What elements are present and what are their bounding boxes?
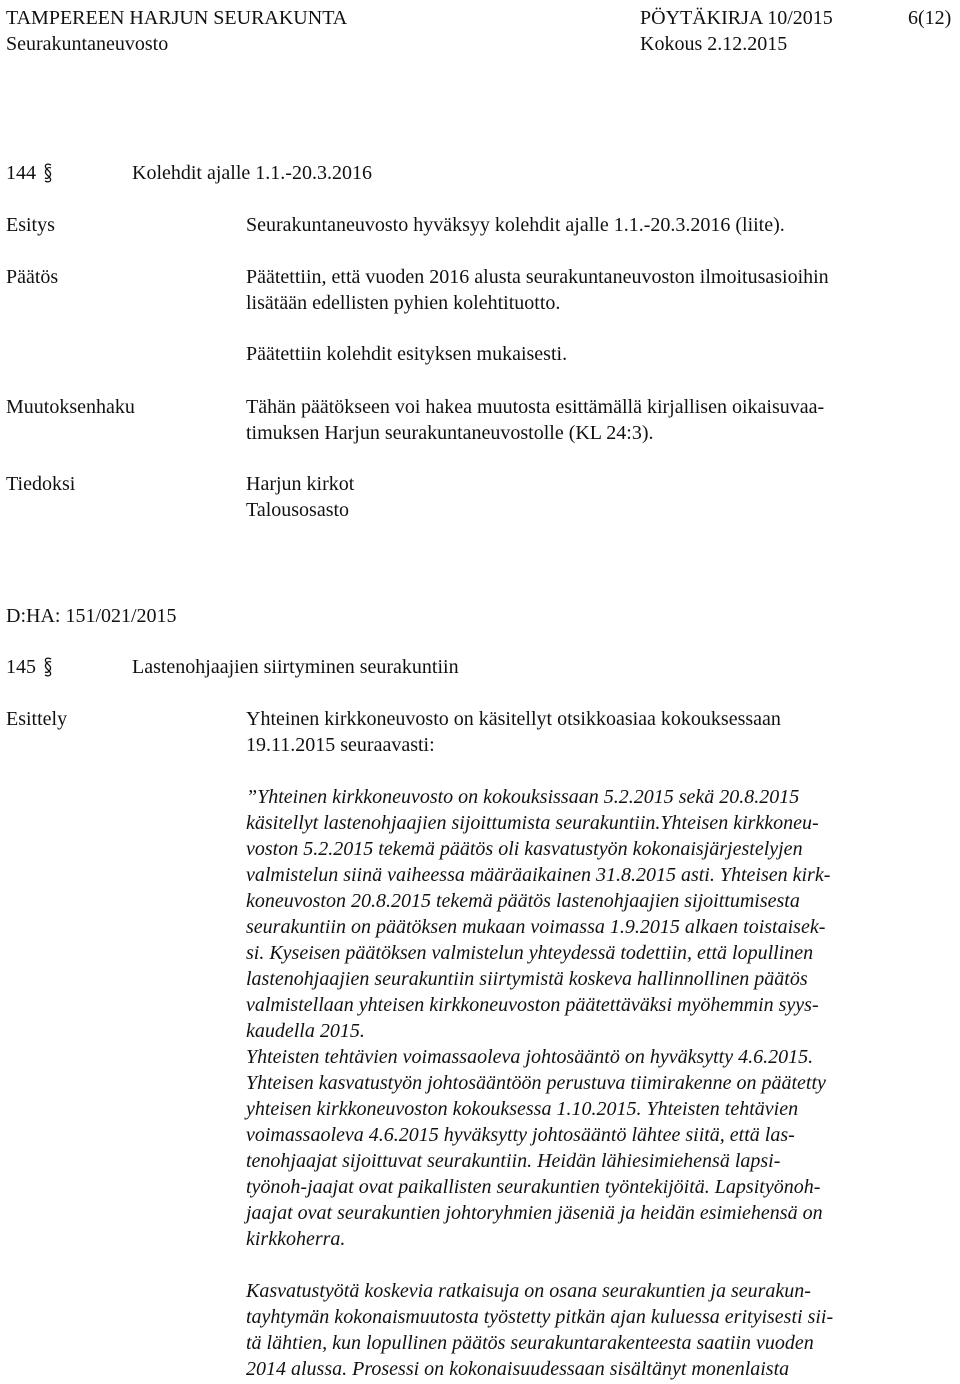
paatos-line: lisätään edellisten pyhien kolehtituotto. (246, 292, 561, 314)
quote-line: valmistellaan yhteisen kirkkoneuvoston päätettäväksi myöhemmin syys- (246, 994, 819, 1016)
label-muutoksenhaku: Muutoksenhaku (6, 396, 135, 418)
header-page-number: 6(12) (908, 7, 952, 29)
paragraph-line: Kasvatustyötä koskevia ratkaisuja on osana seurakuntien ja seurakun- (246, 1280, 811, 1302)
quote-line: lastenohjaajien seurakuntiin siirtymistä koskeva hallinnollinen päätös (246, 968, 808, 990)
section-144-heading (6, 160, 372, 186)
diary-number: D:HA: 151/021/2015 (6, 605, 177, 627)
section-number: 144 (6, 162, 36, 184)
paatos-text-2: Päätettiin kolehdit esityksen mukaisesti. (246, 343, 568, 365)
esittely-line: 19.11.2015 seuraavasti: (246, 734, 435, 756)
paragraph-line: tä lähtien, kun lopullinen päätös seurakuntarakenteesta saatiin vuoden (246, 1332, 814, 1354)
muutoksenhaku-text (246, 394, 916, 446)
quote-line: jaajat ovat seurakuntien johtoryhmien jäseniä ja heidän esimiehensä on (246, 1202, 823, 1224)
quote-line: valmistelun siinä vaiheessa määräaikainen 31.8.2015 asti. Yhteisen kirk- (246, 864, 831, 886)
paragraph-2 (246, 1278, 916, 1382)
quote-line: kirkkoherra. (246, 1228, 346, 1250)
header-document-title: PÖYTÄKIRJA 10/2015 (640, 7, 833, 29)
esittely-line: Yhteinen kirkkoneuvosto on käsitellyt otsikkoasiaa kokouksessaan (246, 708, 781, 730)
tiedoksi-recipient: Talousosasto (246, 499, 350, 521)
header-body-name: Seurakuntaneuvosto (6, 33, 169, 55)
section-number: 145 (6, 656, 36, 678)
quote-line: työnoh-jaajat ovat paikallisten seurakuntien työntekijöitä. Lapsityönoh- (246, 1176, 821, 1198)
quote-line: kaudella 2015. (246, 1020, 365, 1042)
esittely-text (246, 706, 916, 758)
section-145-heading (6, 654, 459, 680)
muutoksenhaku-line: timuksen Harjun seurakuntaneuvostolle (KL 24:3). (246, 422, 654, 444)
tiedoksi-text (246, 471, 916, 523)
quote-line: si. Kyseisen päätöksen valmistelun yhteydessä todettiin, että lopullinen (246, 942, 814, 964)
quote-line: seurakuntiin on päätöksen mukaan voimassa 1.9.2015 alkaen toistaisek- (246, 916, 826, 938)
section-sign-icon (42, 162, 54, 184)
quote-line: yhteisen kirkkoneuvoston kokouksessa 1.10.2015. Yhteisten tehtävien (246, 1098, 799, 1120)
esitys-text: Seurakuntaneuvosto hyväksyy kolehdit ajalle 1.1.-20.3.2016 (liite). (246, 214, 785, 236)
paatos-line: Päätettiin, että vuoden 2016 alusta seurakuntaneuvoston ilmoitusasioihin (246, 266, 829, 288)
quote-line: ”Yhteinen kirkkoneuvosto on kokouksissaan 5.2.2015 sekä 20.8.2015 (246, 786, 800, 808)
header-organization: TAMPEREEN HARJUN SEURAKUNTA (6, 7, 348, 29)
quote-line: tenohjaajat sijoittuvat seurakuntiin. Heidän lähiesimiehensä lapsi- (246, 1150, 781, 1172)
section-title: Lastenohjaajien siirtyminen seurakuntiin (132, 656, 459, 678)
header-meeting-date: Kokous 2.12.2015 (640, 33, 788, 55)
quote-line: Yhteisten tehtävien voimassaoleva johtosääntö on hyväksytty 4.6.2015. (246, 1046, 814, 1068)
paragraph-line: tayhtymän kokonaismuutosta työstetty pitkän ajan kuluessa erityisesti sii- (246, 1306, 834, 1328)
quote-line: Yhteisen kasvatustyön johtosääntöön perustuva tiimirakenne on päätetty (246, 1072, 826, 1094)
section-sign-icon (42, 656, 54, 678)
label-esittely: Esittely (6, 708, 68, 730)
section-title: Kolehdit ajalle 1.1.-20.3.2016 (132, 162, 372, 184)
quoted-decision (246, 784, 916, 1252)
quote-line: käsitellyt lastenohjaajien sijoittumista seurakuntiin.Yhteisen kirkkoneu- (246, 812, 819, 834)
tiedoksi-recipient: Harjun kirkot (246, 473, 355, 495)
paragraph-line: 2014 alussa. Prosessi on kokonaisuudessaan sisältänyt monenlaista (246, 1358, 790, 1380)
quote-line: koneuvoston 20.8.2015 tekemä päätös lastenohjaajien sijoittumisesta (246, 890, 800, 912)
label-paatos: Päätös (6, 266, 59, 288)
paatos-text (246, 264, 916, 316)
label-esitys: Esitys (6, 214, 55, 236)
quote-line: voston 5.2.2015 tekemä päätös oli kasvatustyön kokonaisjärjestelyjen (246, 838, 803, 860)
label-tiedoksi: Tiedoksi (6, 473, 76, 495)
quote-line: voimassaoleva 4.6.2015 hyväksytty johtosääntö lähtee siitä, että las- (246, 1124, 795, 1146)
muutoksenhaku-line: Tähän päätökseen voi hakea muutosta esittämällä kirjallisen oikaisuvaa- (246, 396, 825, 418)
